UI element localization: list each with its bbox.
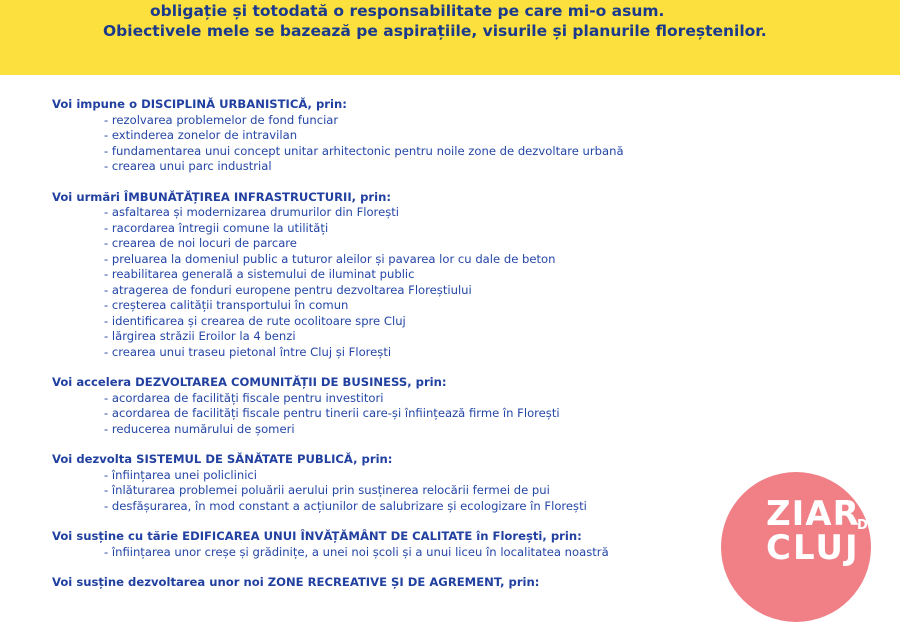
section-title: Voi impune o DISCIPLINĂ URBANISTICĂ, prin:	[52, 97, 347, 111]
logo-ziar-text: ZIAR	[766, 494, 860, 534]
section-title: Voi dezvolta SISTEMUL DE SĂNĂTATE PUBLICĂ, prin:	[52, 452, 393, 466]
list-item: - creșterea calității transportului în comun	[104, 298, 349, 312]
section-business	[52, 375, 872, 437]
list-item: - asfaltarea și modernizarea drumurilor din Florești	[104, 205, 400, 219]
list-item: - reducerea numărului de șomeri	[104, 421, 295, 436]
list-item: - preluarea la domeniul public a tuturor aleilor și pavarea lor cu dale de beton	[104, 251, 556, 266]
list-item: - racordarea întregii comune la utilități	[104, 220, 329, 235]
list-item: - desfășurarea, în mod constant a acțiunilor de salubrizare și ecologizare în Florești	[104, 498, 587, 513]
list-item: - extinderea zonelor de intravilan	[104, 128, 298, 142]
list-item: - înființarea unei policlinici	[104, 467, 258, 482]
list-item: - atragerea de fonduri europene pentru dezvoltarea Floreștiului	[104, 282, 472, 297]
list-item: - identificarea și crearea de rute ocolitoare spre Cluj	[104, 313, 406, 328]
header-banner	[0, 0, 900, 75]
list-item: - lărgirea străzii Eroilor la 4 benzi	[104, 329, 296, 343]
logo-de-text: DE	[857, 518, 877, 533]
list-item: - crearea unui parc industrial	[104, 159, 272, 173]
list-item: - crearea unui traseu pietonal între Cluj și Florești	[104, 344, 392, 359]
banner-line-1: obligație și totodată o responsabilitate pe care mi-o asum.	[150, 2, 665, 20]
list-item: - acordarea de facilități fiscale pentru investitori	[104, 390, 384, 405]
logo-cluj-text: CLUJ	[766, 528, 860, 568]
section-urban-discipline	[52, 97, 872, 175]
list-item: - înlăturarea problemei poluării aerului prin susținerea relocării fermei de pui	[104, 483, 550, 497]
list-item: - reabilitarea generală a sistemului de iluminat public	[104, 267, 415, 281]
section-title: Voi accelera DEZVOLTAREA COMUNITĂȚII DE BUSINESS, prin:	[52, 375, 447, 389]
section-title: Voi susține dezvoltarea unor noi ZONE RECREATIVE ȘI DE AGREMENT, prin:	[52, 575, 540, 589]
section-title: Voi urmări ÎMBUNĂTĂȚIREA INFRASTRUCTURII, prin:	[52, 189, 391, 204]
list-item: - rezolvarea problemelor de fond funciar	[104, 112, 339, 127]
section-title: Voi susține cu tărie EDIFICAREA UNUI ÎNVĂȚĂMÂNT DE CALITATE în Florești, prin:	[52, 529, 582, 543]
list-item: - acordarea de facilități fiscale pentru tinerii care-și înființează firme în Florești	[104, 406, 560, 420]
banner-line-2: Obiectivele mele se bazează pe aspirațiile, visurile și planurile floreștenilor.	[103, 22, 767, 40]
list-item: - fundamentarea unui concept unitar arhitectonic pentru noile zone de dezvoltare urbană	[104, 143, 624, 158]
list-item: - crearea de noi locuri de parcare	[104, 236, 297, 250]
list-item: - înființarea unor creșe și grădinițe, a unei noi școli și a unui liceu în localitatea noastră	[104, 544, 609, 559]
section-infrastructure	[52, 190, 872, 361]
